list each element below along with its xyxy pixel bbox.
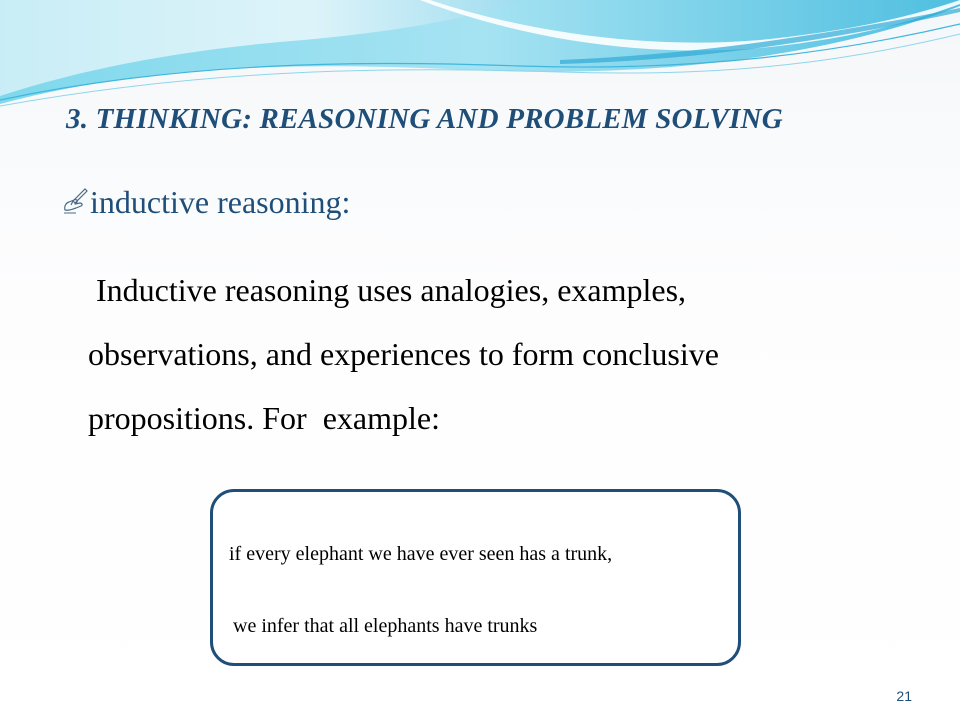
body-line-2: observations, and experiences to form conclusive [88,336,719,372]
callout-line-1: if every elephant we have ever seen has a trunk, [229,543,613,565]
example-callout-box [210,489,741,666]
bullet-item [62,186,350,218]
slide-title: 3. THINKING: REASONING AND PROBLEM SOLVING [66,103,783,135]
callout-line-2: we infer that all elephants have trunks [233,615,538,637]
bullet-text: inductive reasoning: [90,184,351,220]
page-number: 21 [896,688,912,704]
body-line-1: Inductive reasoning uses analogies, examples, [88,272,687,308]
body-line-3: propositions. For example: [88,400,440,436]
writing-hand-icon [62,186,88,214]
header-wave-decoration [0,0,960,120]
body-paragraph [88,258,848,450]
